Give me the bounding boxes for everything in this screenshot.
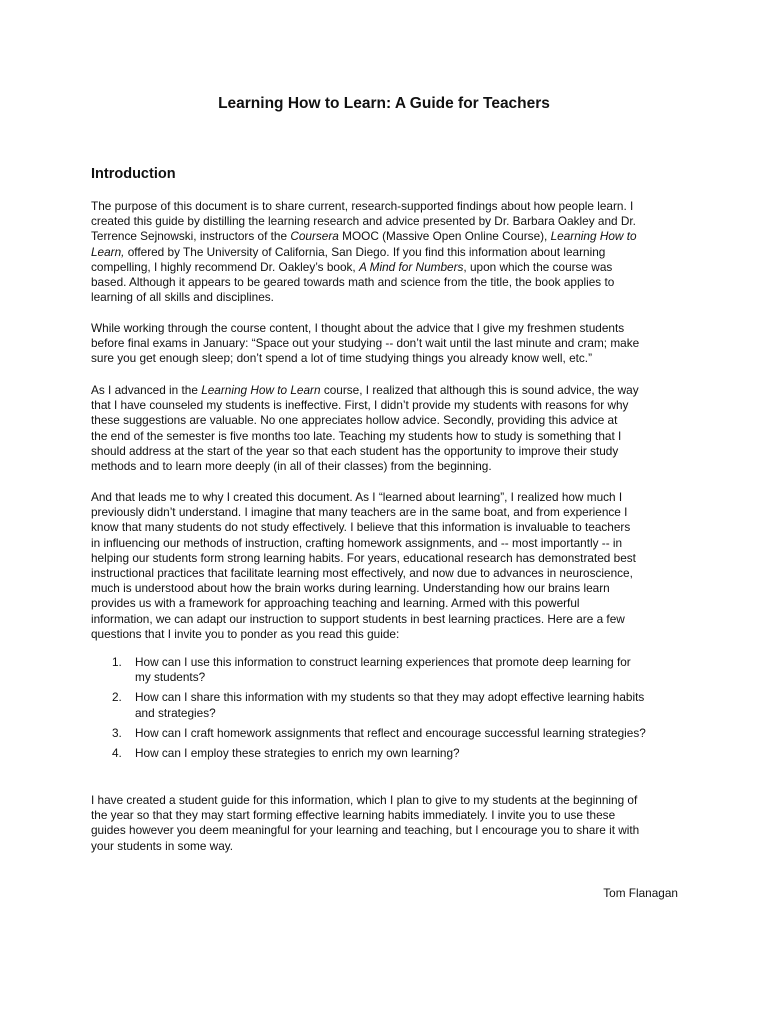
- italic-book-title: A Mind for Numbers: [358, 259, 464, 274]
- text-run: Terrence Sejnowski, instructors of the: [91, 229, 291, 244]
- text-run: offered by The University of California, San Diego. If you find this information about learning: [124, 244, 606, 259]
- paragraph-line: instructional practices that facilitate learning most effectively, and now due to advances in neuroscience,: [91, 566, 633, 581]
- paragraph-line: should address at the start of the year so that each student has the opportunity to improve their study: [91, 443, 619, 458]
- guiding-questions-list: [112, 655, 712, 761]
- paragraph-line: And that leads me to why I created this document. As I “learned about learning”, I realized how much I: [91, 490, 623, 504]
- list-item-line: my students?: [135, 670, 206, 685]
- paragraph-why-created: [91, 490, 691, 642]
- paragraph-purpose: [91, 199, 691, 305]
- section-heading-introduction: Introduction: [91, 166, 176, 182]
- paragraph-line: the end of the semester is five months too late. Teaching my students how to study is something that I: [91, 428, 622, 443]
- italic-course-name: Coursera: [290, 229, 339, 244]
- list-item-line: How can I employ these strategies to enrich my own learning?: [135, 746, 460, 761]
- paragraph-line: the year so that they may start forming effective learning habits immediately. I invite you to use these: [91, 808, 616, 823]
- italic-course-title: Learning How to: [550, 229, 637, 244]
- paragraph-line: these suggestions are valuable. No one appreciates hollow advice. Secondly, providing this advice at: [91, 413, 618, 428]
- paragraph-line: helping our students form strong learning habits. For years, educational research has demonstrated best: [91, 550, 636, 565]
- text-run: , upon which the course was: [463, 259, 613, 274]
- paragraph-line: [91, 229, 691, 244]
- list-item-line: How can I use this information to construct learning experiences that promote deep learning for: [135, 655, 631, 669]
- paragraph-line: While working through the course content, I thought about the advice that I give my freshmen students: [91, 321, 625, 335]
- text-run: MOOC (Massive Open Online Course),: [338, 229, 551, 244]
- text-run: course, I realized that although this is sound advice, the way: [320, 383, 639, 397]
- paragraph-line: know that many students do not study effectively. I believe that this information is invaluable to teachers: [91, 520, 631, 535]
- paragraph-freshmen-advice: [91, 321, 691, 367]
- list-number: 3.: [112, 725, 122, 740]
- paragraph-student-guide: [91, 793, 691, 854]
- list-number: 1.: [112, 655, 122, 669]
- paragraph-line: I have created a student guide for this information, which I plan to give to my students at the beginning of: [91, 793, 638, 807]
- paragraph-line: in influencing our methods of instruction, crafting homework assignments, and -- most importantly -- in: [91, 535, 623, 550]
- text-run: As I advanced in the: [91, 383, 202, 397]
- list-item-line: and strategies?: [135, 705, 216, 720]
- italic-course-title: Learning How to Learn: [201, 383, 321, 397]
- list-item-line: How can I share this information with my students so that they may adopt effective learning habits: [135, 690, 645, 705]
- paragraph-line: information, we can adapt our instruction to support students in best learning practices. Here are a few: [91, 611, 625, 626]
- list-number: 2.: [112, 690, 122, 705]
- paragraph-line: before final exams in January: “Space out your studying -- don’t wait until the last minute and cram; make: [91, 336, 640, 351]
- paragraph-line: much is understood about how the brain works during learning. Understanding how our brains learn: [91, 581, 610, 596]
- paragraph-line: [91, 383, 691, 398]
- italic-course-title: Learn,: [91, 244, 125, 259]
- list-item: [112, 746, 712, 761]
- paragraph-line: learning of all skills and disciplines.: [91, 290, 274, 305]
- paragraph-line: guides however you deem meaningful for your learning and teaching, but I encourage you to share it with: [91, 823, 640, 838]
- paragraph-line: The purpose of this document is to share current, research-supported findings about how people learn. I: [91, 199, 634, 213]
- paragraph-line: methods and to learn more deeply (in all of their classes) from the beginning.: [91, 459, 492, 474]
- document-title: Learning How to Learn: A Guide for Teachers: [218, 95, 550, 112]
- paragraph-line: questions that I invite you to ponder as you read this guide:: [91, 626, 400, 641]
- paragraph-line: based. Although it appears to be geared towards math and science from the title, the book applies to: [91, 275, 615, 290]
- paragraph-line: created this guide by distilling the learning research and advice presented by Dr. Barbara Oakley and Dr.: [91, 214, 636, 229]
- paragraph-course-reflection: [91, 383, 691, 474]
- list-item: [112, 690, 712, 720]
- paragraph-line: provides us with a framework for approaching teaching and learning. Armed with this powerful: [91, 596, 580, 611]
- list-item-line: How can I craft homework assignments that reflect and encourage successful learning strategies?: [135, 725, 646, 740]
- paragraph-line: your students in some way.: [91, 838, 234, 853]
- list-item: [112, 655, 712, 685]
- list-item: [112, 726, 712, 741]
- paragraph-line: [91, 260, 691, 275]
- paragraph-line: sure you get enough sleep; don’t spend a lot of time studying things you already know well, etc.”: [91, 351, 593, 366]
- paragraph-line: previously didn’t understand. I imagine that many teachers are in the same boat, and from experience I: [91, 505, 628, 520]
- author-signature: Tom Flanagan: [603, 886, 678, 900]
- list-number: 4.: [112, 746, 122, 761]
- paragraph-line: that I have counseled my students is ineffective. First, I didn’t provide my students with reasons for why: [91, 398, 629, 413]
- paragraph-line: [91, 245, 691, 260]
- text-run: compelling, I highly recommend Dr. Oakley’s book,: [91, 259, 359, 274]
